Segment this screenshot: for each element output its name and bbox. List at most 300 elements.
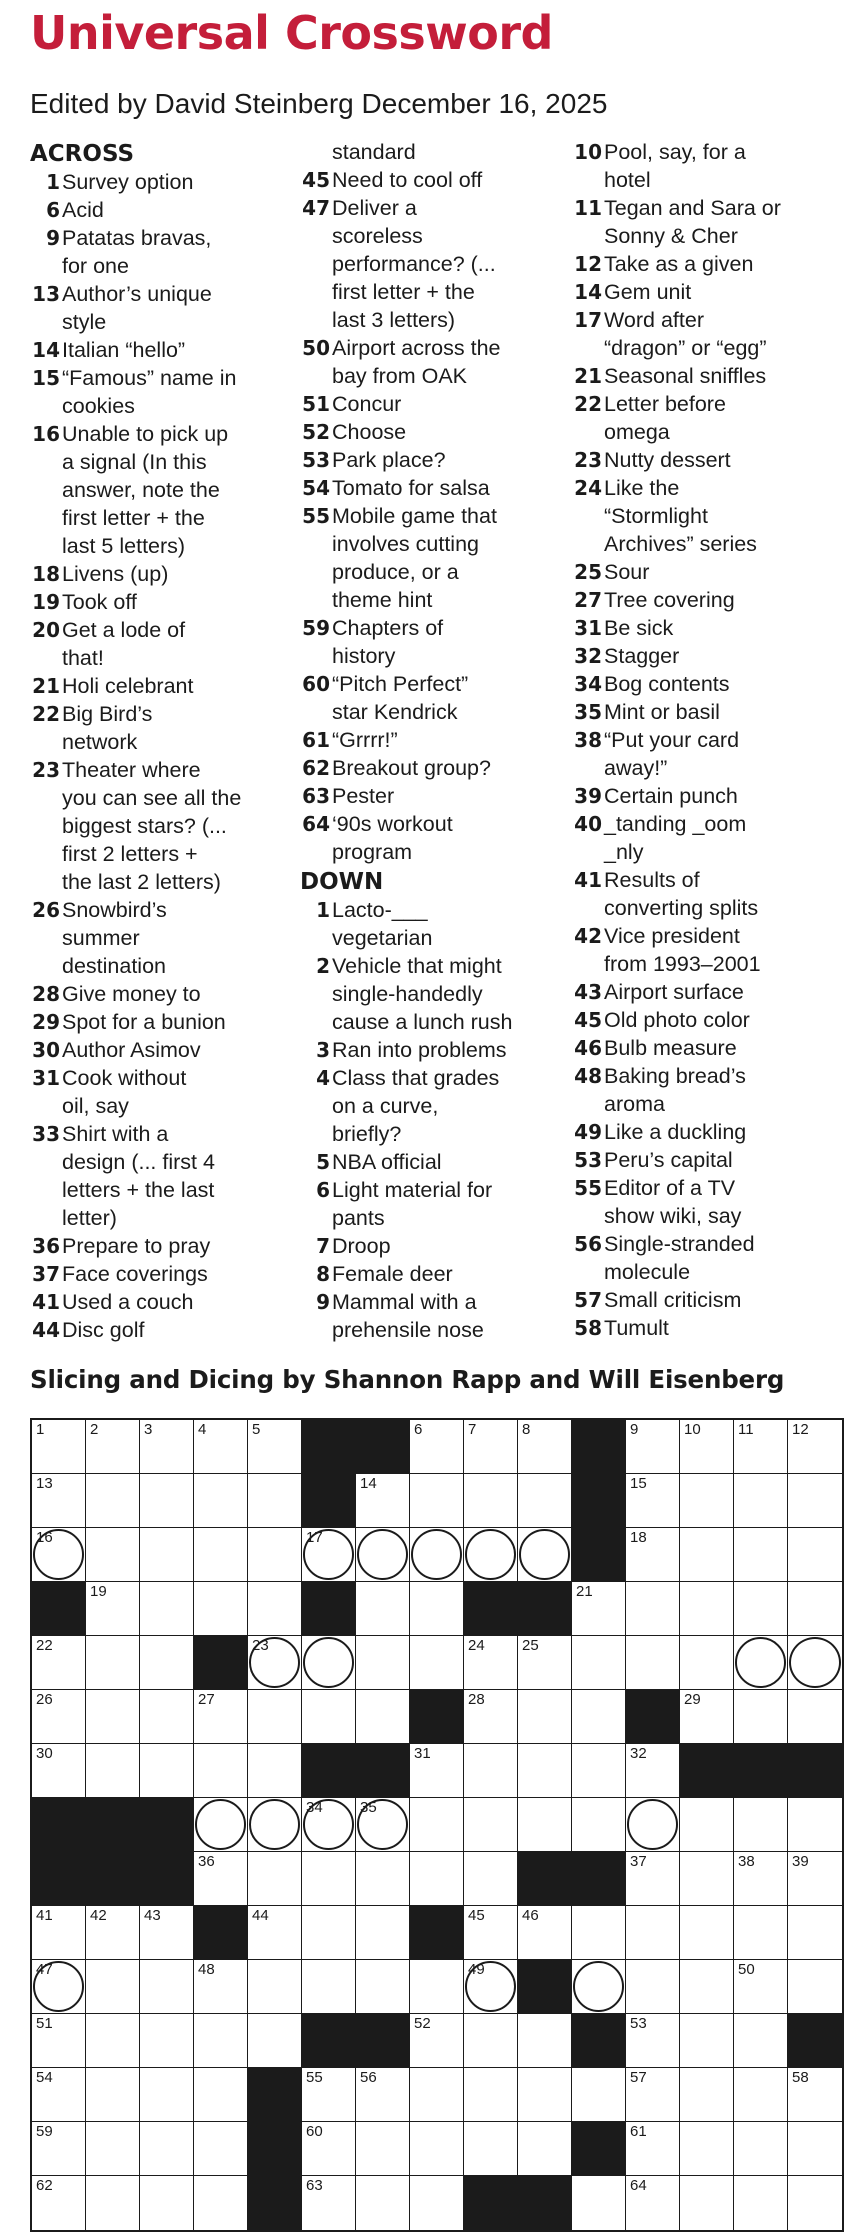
grid-cell[interactable]: [410, 2014, 464, 2068]
grid-cell[interactable]: [464, 1960, 518, 2014]
grid-cell[interactable]: [518, 1690, 572, 1744]
grid-cell[interactable]: [788, 2122, 842, 2176]
grid-cell[interactable]: [788, 2176, 842, 2230]
down-clue-56[interactable]: [572, 1230, 834, 1286]
grid-cell[interactable]: [410, 1852, 464, 1906]
down-clue-53[interactable]: [572, 1146, 834, 1174]
down-clue-57[interactable]: [572, 1286, 834, 1314]
clue-text: “Famous” name in cookies: [62, 366, 237, 418]
grid-cell[interactable]: [464, 1906, 518, 1960]
across-clue-26[interactable]: [30, 896, 292, 980]
grid-cell[interactable]: [86, 2122, 140, 2176]
black-square: [356, 1744, 410, 1798]
grid-cell[interactable]: [626, 2014, 680, 2068]
clue-text: Italian “hello”: [62, 338, 186, 362]
grid-cell[interactable]: [680, 1852, 734, 1906]
grid-cell[interactable]: [356, 1798, 410, 1852]
across-clue-15[interactable]: [30, 364, 292, 420]
grid-cell[interactable]: [680, 1906, 734, 1960]
grid-cell[interactable]: [680, 2176, 734, 2230]
grid-cell[interactable]: [32, 1636, 86, 1690]
grid-cell[interactable]: [410, 2122, 464, 2176]
grid-cell[interactable]: [86, 1744, 140, 1798]
grid-cell[interactable]: [86, 1420, 140, 1474]
grid-cell[interactable]: [572, 1906, 626, 1960]
grid-cell[interactable]: [356, 1582, 410, 1636]
grid-cell[interactable]: [464, 2068, 518, 2122]
grid-cell[interactable]: [572, 1798, 626, 1852]
clue-number: 62: [302, 756, 330, 780]
grid-cell[interactable]: [788, 1690, 842, 1744]
down-clue-8[interactable]: [300, 1260, 562, 1288]
grid-cell[interactable]: [518, 1906, 572, 1960]
grid-cell[interactable]: [32, 2068, 86, 2122]
clue-number: 61: [302, 728, 330, 752]
grid-cell[interactable]: [464, 1852, 518, 1906]
down-clue-43[interactable]: [572, 978, 834, 1006]
across-clue-64[interactable]: [300, 810, 562, 866]
grid-cell[interactable]: [572, 1636, 626, 1690]
cell-number: 45: [468, 1907, 485, 1924]
down-clue-45[interactable]: [572, 1006, 834, 1034]
grid-cell[interactable]: [626, 1798, 680, 1852]
down-clue-23[interactable]: [572, 446, 834, 474]
grid-cell[interactable]: [734, 1690, 788, 1744]
grid-cell[interactable]: [680, 1690, 734, 1744]
grid-cell[interactable]: [194, 1528, 248, 1582]
grid-cell[interactable]: [86, 1474, 140, 1528]
grid-cell[interactable]: [788, 1420, 842, 1474]
grid-cell[interactable]: [410, 2068, 464, 2122]
grid-cell[interactable]: [194, 1474, 248, 1528]
grid-cell[interactable]: [356, 1906, 410, 1960]
clue-text: Tomato for salsa: [332, 476, 490, 500]
down-clue-55[interactable]: [572, 1174, 834, 1230]
grid-cell[interactable]: [734, 1798, 788, 1852]
grid-cell[interactable]: [32, 1528, 86, 1582]
grid-cell[interactable]: [248, 1582, 302, 1636]
grid-cell[interactable]: [194, 2176, 248, 2230]
grid-cell[interactable]: [194, 1420, 248, 1474]
grid-cell[interactable]: [302, 1528, 356, 1582]
grid-cell[interactable]: [356, 2068, 410, 2122]
grid-cell[interactable]: [140, 2176, 194, 2230]
grid-cell[interactable]: [86, 1528, 140, 1582]
grid-cell[interactable]: [518, 1420, 572, 1474]
grid-cell[interactable]: [32, 2014, 86, 2068]
grid-cell[interactable]: [32, 1690, 86, 1744]
down-clue-1[interactable]: [300, 896, 562, 952]
clue-number: 15: [32, 366, 60, 390]
grid-cell[interactable]: [626, 1636, 680, 1690]
down-clue-17[interactable]: [572, 306, 834, 362]
grid-cell[interactable]: [32, 1960, 86, 2014]
grid-cell[interactable]: [140, 2068, 194, 2122]
clue-number: 5: [316, 1150, 330, 1174]
across-clue-16[interactable]: [30, 420, 292, 560]
across-clue-1[interactable]: [30, 168, 292, 196]
grid-cell[interactable]: [572, 1960, 626, 2014]
grid-cell[interactable]: [680, 1528, 734, 1582]
down-clue-2[interactable]: [300, 952, 562, 1036]
grid-cell[interactable]: [248, 1690, 302, 1744]
across-clue-6[interactable]: [30, 196, 292, 224]
grid-cell[interactable]: [788, 1474, 842, 1528]
grid-cell[interactable]: [194, 2122, 248, 2176]
down-clue-32[interactable]: [572, 642, 834, 670]
grid-cell[interactable]: [410, 1420, 464, 1474]
grid-cell[interactable]: [734, 1420, 788, 1474]
grid-cell[interactable]: [86, 1582, 140, 1636]
grid-cell[interactable]: [194, 1744, 248, 1798]
black-square: [32, 1582, 86, 1636]
grid-cell[interactable]: [86, 2014, 140, 2068]
grid-cell[interactable]: [140, 1528, 194, 1582]
down-clue-25[interactable]: [572, 558, 834, 586]
across-clue-60[interactable]: [300, 670, 562, 726]
across-clue-44[interactable]: [30, 1316, 292, 1344]
across-clue-47[interactable]: [300, 194, 562, 334]
across-clue-22[interactable]: [30, 700, 292, 756]
clue-text: Tegan and Sara or Sonny & Cher: [604, 196, 781, 248]
grid-cell[interactable]: [410, 1528, 464, 1582]
across-clue-9[interactable]: [30, 224, 292, 280]
grid-cell[interactable]: [86, 1636, 140, 1690]
across-clue-45[interactable]: [300, 166, 562, 194]
grid-cell[interactable]: [248, 1420, 302, 1474]
grid-cell[interactable]: [734, 1582, 788, 1636]
grid-cell[interactable]: [680, 2014, 734, 2068]
circle-marker: [573, 1961, 624, 2012]
grid-cell[interactable]: [518, 1636, 572, 1690]
grid-cell[interactable]: [788, 1636, 842, 1690]
grid-cell[interactable]: [248, 1744, 302, 1798]
black-square: [248, 2068, 302, 2122]
grid-cell[interactable]: [410, 1798, 464, 1852]
down-clue-10[interactable]: [572, 138, 834, 194]
across-clue-51[interactable]: [300, 390, 562, 418]
grid-cell[interactable]: [410, 1636, 464, 1690]
clue-number: 33: [32, 1122, 60, 1146]
across-clue-54[interactable]: [300, 474, 562, 502]
grid-cell[interactable]: [248, 1798, 302, 1852]
clue-number: 38: [574, 728, 602, 752]
black-square: [572, 2122, 626, 2176]
down-clue-41[interactable]: [572, 866, 834, 922]
grid-cell[interactable]: [788, 1906, 842, 1960]
grid-cell[interactable]: [464, 1744, 518, 1798]
grid-cell[interactable]: [32, 2122, 86, 2176]
grid-cell[interactable]: [734, 1906, 788, 1960]
down-clue-39[interactable]: [572, 782, 834, 810]
grid-cell[interactable]: [734, 1636, 788, 1690]
across-clue-55[interactable]: [300, 502, 562, 614]
across-clue-23[interactable]: [30, 756, 292, 896]
down-clue-48[interactable]: [572, 1062, 834, 1118]
grid-cell[interactable]: [680, 1798, 734, 1852]
clue-number: 24: [574, 476, 602, 500]
clue-text: _tanding _oom _nly: [604, 812, 747, 864]
grid-cell[interactable]: [32, 1474, 86, 1528]
down-clue-4[interactable]: [300, 1064, 562, 1148]
across-clue-62[interactable]: [300, 754, 562, 782]
grid-cell[interactable]: [788, 1852, 842, 1906]
grid-cell[interactable]: [464, 1420, 518, 1474]
grid-cell[interactable]: [248, 1636, 302, 1690]
across-clue-37[interactable]: [30, 1260, 292, 1288]
down-clue-58[interactable]: [572, 1314, 834, 1342]
grid-cell[interactable]: [734, 1960, 788, 2014]
grid-cell[interactable]: [248, 1474, 302, 1528]
grid-cell[interactable]: [572, 2176, 626, 2230]
down-clue-34[interactable]: [572, 670, 834, 698]
clue-text: Mammal with a prehensile nose: [332, 1290, 484, 1342]
clue-number: 40: [574, 812, 602, 836]
grid-cell[interactable]: [680, 1474, 734, 1528]
grid-cell[interactable]: [248, 1906, 302, 1960]
across-clue-36[interactable]: [30, 1232, 292, 1260]
clue-text: Deliver a scoreless performance? (... first letter + the last 3 letters): [332, 196, 496, 332]
cell-number: 56: [360, 2069, 377, 2086]
grid-cell[interactable]: [140, 2014, 194, 2068]
across-clue-59[interactable]: [300, 614, 562, 670]
grid-cell[interactable]: [356, 2176, 410, 2230]
grid-cell[interactable]: [788, 1582, 842, 1636]
grid-cell[interactable]: [572, 2068, 626, 2122]
grid-cell[interactable]: [140, 1474, 194, 1528]
clue-number: 21: [32, 674, 60, 698]
grid-cell[interactable]: [86, 1690, 140, 1744]
clue-text: Vice president from 1993–2001: [604, 924, 761, 976]
clue-text: Mint or basil: [604, 700, 720, 724]
down-clue-46[interactable]: [572, 1034, 834, 1062]
grid-cell[interactable]: [734, 1528, 788, 1582]
grid-cell[interactable]: [194, 1690, 248, 1744]
grid-cell[interactable]: [302, 1798, 356, 1852]
across-clue-44-continued[interactable]: [300, 138, 562, 166]
down-clue-6[interactable]: [300, 1176, 562, 1232]
clue-text: Be sick: [604, 616, 674, 640]
down-clue-9[interactable]: [300, 1288, 562, 1344]
cell-number: 10: [684, 1421, 701, 1438]
grid-cell[interactable]: [572, 1582, 626, 1636]
grid-cell[interactable]: [626, 2122, 680, 2176]
grid-cell[interactable]: [464, 1690, 518, 1744]
across-clue-18[interactable]: [30, 560, 292, 588]
grid-cell[interactable]: [734, 1474, 788, 1528]
grid-cell[interactable]: [464, 1798, 518, 1852]
circle-marker: [411, 1529, 462, 1580]
down-clue-24[interactable]: [572, 474, 834, 558]
grid-cell[interactable]: [680, 1960, 734, 2014]
grid-cell[interactable]: [464, 2122, 518, 2176]
grid-cell[interactable]: [464, 1528, 518, 1582]
down-clue-22[interactable]: [572, 390, 834, 446]
across-clue-14[interactable]: [30, 336, 292, 364]
grid-cell[interactable]: [302, 1960, 356, 2014]
grid-cell[interactable]: [410, 1960, 464, 2014]
grid-cell[interactable]: [734, 2068, 788, 2122]
grid-cell[interactable]: [680, 2122, 734, 2176]
grid-cell[interactable]: [734, 2014, 788, 2068]
grid-cell[interactable]: [518, 2068, 572, 2122]
down-clue-35[interactable]: [572, 698, 834, 726]
grid-cell[interactable]: [194, 1582, 248, 1636]
black-square: [302, 1582, 356, 1636]
grid-cell[interactable]: [302, 1636, 356, 1690]
grid-cell[interactable]: [356, 1960, 410, 2014]
across-clue-50[interactable]: [300, 334, 562, 390]
across-clue-53[interactable]: [300, 446, 562, 474]
grid-cell[interactable]: [302, 2122, 356, 2176]
grid-cell[interactable]: [356, 2122, 410, 2176]
grid-cell[interactable]: [194, 2014, 248, 2068]
across-clue-20[interactable]: [30, 616, 292, 672]
grid-cell[interactable]: [302, 2176, 356, 2230]
grid-cell[interactable]: [86, 1906, 140, 1960]
grid-cell[interactable]: [464, 2014, 518, 2068]
grid-cell[interactable]: [788, 1798, 842, 1852]
grid-cell[interactable]: [734, 1852, 788, 1906]
across-clue-52[interactable]: [300, 418, 562, 446]
grid-cell[interactable]: [626, 1906, 680, 1960]
grid-cell[interactable]: [302, 1852, 356, 1906]
grid-cell[interactable]: [734, 2122, 788, 2176]
down-clue-49[interactable]: [572, 1118, 834, 1146]
grid-cell[interactable]: [626, 1420, 680, 1474]
grid-cell[interactable]: [626, 2068, 680, 2122]
grid-cell[interactable]: [248, 1528, 302, 1582]
grid-cell[interactable]: [410, 1582, 464, 1636]
grid-cell[interactable]: [248, 2014, 302, 2068]
down-clue-11[interactable]: [572, 194, 834, 250]
cell-number: 2: [90, 1421, 99, 1438]
down-clue-27[interactable]: [572, 586, 834, 614]
grid-cell[interactable]: [32, 1420, 86, 1474]
down-clue-42[interactable]: [572, 922, 834, 978]
grid-cell[interactable]: [140, 1636, 194, 1690]
down-clue-21[interactable]: [572, 362, 834, 390]
grid-cell[interactable]: [140, 1420, 194, 1474]
clue-number: 30: [32, 1038, 60, 1062]
grid-cell[interactable]: [302, 1906, 356, 1960]
grid-cell[interactable]: [518, 2014, 572, 2068]
grid-cell[interactable]: [518, 2122, 572, 2176]
grid-cell[interactable]: [410, 2176, 464, 2230]
grid-cell[interactable]: [356, 1474, 410, 1528]
grid-cell[interactable]: [356, 1852, 410, 1906]
grid-cell[interactable]: [410, 1744, 464, 1798]
grid-cell[interactable]: [140, 1906, 194, 1960]
grid-cell[interactable]: [626, 1582, 680, 1636]
grid-cell[interactable]: [194, 1852, 248, 1906]
down-clue-40[interactable]: [572, 810, 834, 866]
grid-cell[interactable]: [734, 2176, 788, 2230]
grid-cell[interactable]: [518, 1744, 572, 1798]
down-clue-3[interactable]: [300, 1036, 562, 1064]
down-clue-38[interactable]: [572, 726, 834, 782]
grid-cell[interactable]: [32, 1744, 86, 1798]
across-clue-19[interactable]: [30, 588, 292, 616]
grid-cell[interactable]: [248, 1852, 302, 1906]
grid-cell[interactable]: [86, 2068, 140, 2122]
grid-cell[interactable]: [140, 1960, 194, 2014]
grid-cell[interactable]: [194, 1960, 248, 2014]
grid-cell[interactable]: [86, 2176, 140, 2230]
grid-cell[interactable]: [788, 2068, 842, 2122]
grid-cell[interactable]: [680, 2068, 734, 2122]
grid-cell[interactable]: [680, 1582, 734, 1636]
across-clue-13[interactable]: [30, 280, 292, 336]
grid-cell[interactable]: [302, 1690, 356, 1744]
grid-cell[interactable]: [572, 1744, 626, 1798]
black-square: [302, 1474, 356, 1528]
down-clue-31[interactable]: [572, 614, 834, 642]
grid-cell[interactable]: [626, 2176, 680, 2230]
across-clue-21[interactable]: [30, 672, 292, 700]
grid-cell[interactable]: [32, 2176, 86, 2230]
grid-cell[interactable]: [464, 1474, 518, 1528]
across-clue-30[interactable]: [30, 1036, 292, 1064]
across-clue-29[interactable]: [30, 1008, 292, 1036]
grid-cell[interactable]: [518, 1798, 572, 1852]
down-clue-5[interactable]: [300, 1148, 562, 1176]
down-clue-7[interactable]: [300, 1232, 562, 1260]
across-clue-28[interactable]: [30, 980, 292, 1008]
across-clue-33[interactable]: [30, 1120, 292, 1232]
grid-cell[interactable]: [140, 1582, 194, 1636]
grid-cell[interactable]: [248, 1960, 302, 2014]
grid-cell[interactable]: [626, 1528, 680, 1582]
down-clue-12[interactable]: [572, 250, 834, 278]
clue-number: 64: [302, 812, 330, 836]
grid-cell[interactable]: [140, 1690, 194, 1744]
clue-text: Need to cool off: [332, 168, 483, 192]
clue-number: 6: [316, 1178, 330, 1202]
down-clue-14[interactable]: [572, 278, 834, 306]
grid-cell[interactable]: [410, 1474, 464, 1528]
grid-cell[interactable]: [680, 1420, 734, 1474]
across-clue-61[interactable]: [300, 726, 562, 754]
grid-cell[interactable]: [140, 2122, 194, 2176]
grid-cell[interactable]: [356, 1690, 410, 1744]
grid-cell[interactable]: [32, 1906, 86, 1960]
grid-cell[interactable]: [194, 1798, 248, 1852]
grid-cell[interactable]: [626, 1852, 680, 1906]
crossword-grid[interactable]: [30, 1418, 844, 2232]
grid-cell[interactable]: [194, 2068, 248, 2122]
across-clue-41[interactable]: [30, 1288, 292, 1316]
grid-cell[interactable]: [356, 1528, 410, 1582]
grid-cell[interactable]: [464, 1636, 518, 1690]
grid-cell[interactable]: [356, 1636, 410, 1690]
grid-cell[interactable]: [788, 1528, 842, 1582]
grid-cell[interactable]: [626, 1744, 680, 1798]
across-clue-63[interactable]: [300, 782, 562, 810]
grid-cell[interactable]: [518, 1528, 572, 1582]
grid-cell[interactable]: [572, 1690, 626, 1744]
grid-cell[interactable]: [626, 1960, 680, 2014]
grid-cell[interactable]: [302, 2068, 356, 2122]
grid-cell[interactable]: [86, 1960, 140, 2014]
grid-cell[interactable]: [788, 1960, 842, 2014]
grid-cell[interactable]: [518, 1474, 572, 1528]
grid-cell[interactable]: [626, 1474, 680, 1528]
grid-cell[interactable]: [680, 1636, 734, 1690]
across-clue-31[interactable]: [30, 1064, 292, 1120]
clue-number: 4: [316, 1066, 330, 1090]
grid-cell[interactable]: [140, 1744, 194, 1798]
